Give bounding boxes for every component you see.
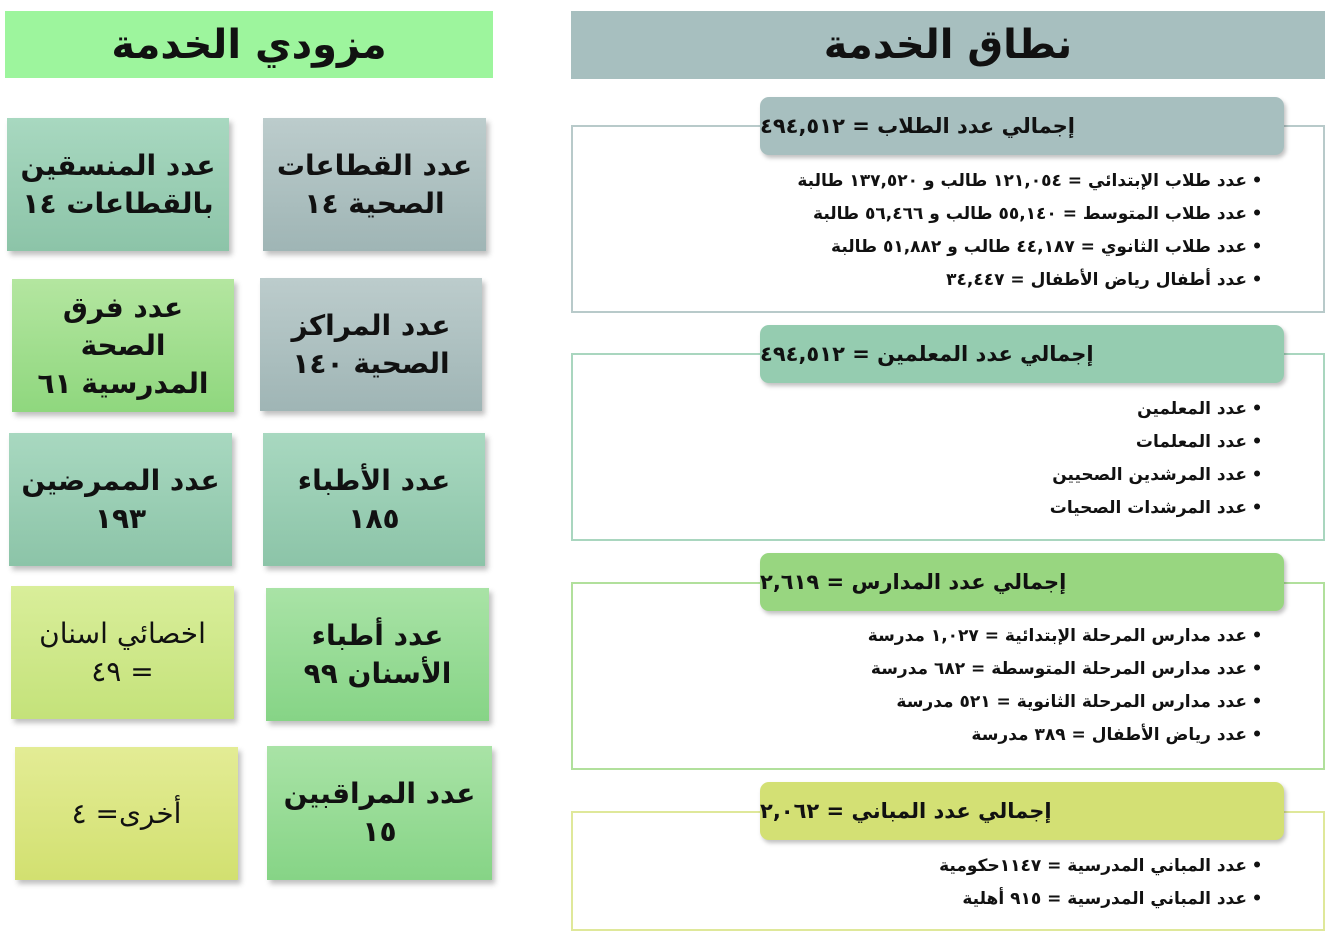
card-line: عدد المنسقين [20,148,216,182]
list-item: • عدد طلاب الثانوي = ٤٤,١٨٧ طالب و ٥١,٨٨٢ طالبة [797,231,1265,264]
health-centers-card [260,278,482,411]
schools-header [760,553,1284,611]
supervisors-card [267,746,492,880]
list-item: • عدد طلاب الإبتدائي = ١٢١,٠٥٤ طالب و ١٣٧,٥٢٠ طالبة [797,165,1265,198]
buildings-list [939,850,1265,916]
dentists-card [266,588,489,721]
service-providers-title: مزودي الخدمة [111,21,387,68]
card-line: الصحية ١٤ [304,186,445,220]
list-item: • عدد المرشدين الصحيين [1050,459,1265,492]
card-line: عدد المراكز [291,308,451,342]
service-scope-banner [571,11,1325,79]
card-line: عدد القطاعات [276,148,473,182]
card-line: = ٤٩ [91,654,154,688]
card-line: ١٩٣ [94,501,147,535]
service-providers-banner [5,11,493,78]
teachers-header [760,325,1284,383]
list-item: • عدد المرشدات الصحيات [1050,492,1265,525]
schools-list [868,620,1265,752]
card-line: اخصائي اسنان [39,616,206,650]
sector-coordinators-card [7,118,229,251]
card-line: الأسنان ٩٩ [303,656,452,690]
teachers-header-text: إجمالي عدد المعلمين = ٤٩٤,٥١٢ [760,342,1094,366]
dental-specialists-card [11,586,234,719]
card-line: ١٥ [362,815,397,848]
students-header-text: إجمالي عدد الطلاب = ٤٩٤,٥١٢ [760,114,1075,138]
students-header [760,97,1284,155]
list-item: • عدد مدارس المرحلة الإبتدائية = ١,٠٢٧ مدرسة [868,620,1265,653]
service-scope-title: نطاق الخدمة [823,22,1073,68]
list-item: • عدد المعلمات [1050,426,1265,459]
card-line: عدد فرق الصحة [62,290,184,362]
doctors-card [263,433,485,566]
list-item: • عدد أطفال رياض الأطفال = ٣٤,٤٤٧ [797,264,1265,297]
nurses-card [9,433,232,566]
others-card [15,747,238,880]
buildings-header-text: إجمالي عدد المباني = ٢,٠٦٢ [760,799,1052,823]
students-list [797,165,1265,297]
card-line: المدرسية ٦١ [37,366,209,400]
school-health-teams-card [12,279,234,412]
list-item: • عدد مدارس المرحلة المتوسطة = ٦٨٢ مدرسة [868,653,1265,686]
card-line: بالقطاعات ١٤ [22,186,214,220]
card-line: عدد المراقبين [283,777,476,810]
list-item: • عدد المعلمين [1050,393,1265,426]
list-item: • عدد مدارس المرحلة الثانوية = ٥٢١ مدرسة [868,686,1265,719]
card-line: أخرى= ٤ [71,796,182,830]
teachers-list [1050,393,1265,525]
buildings-header [760,782,1284,840]
card-line: عدد أطباء [311,618,444,652]
schools-header-text: إجمالي عدد المدارس = ٢,٦١٩ [760,570,1067,594]
card-line: ١٨٥ [348,501,400,535]
list-item: • عدد طلاب المتوسط = ٥٥,١٤٠ طالب و ٥٦,٤٦٦ طالبة [797,198,1265,231]
card-line: الصحية ١٤٠ [292,346,450,380]
list-item: • عدد المباني المدرسية = ٩١٥ أهلية [939,883,1265,916]
list-item: • عدد المباني المدرسية = ١١٤٧حكومية [939,850,1265,883]
card-line: عدد الأطباء [297,463,451,497]
list-item: • عدد رياض الأطفال = ٣٨٩ مدرسة [868,719,1265,752]
health-sectors-card [263,118,486,251]
card-line: عدد الممرضين [21,463,220,497]
